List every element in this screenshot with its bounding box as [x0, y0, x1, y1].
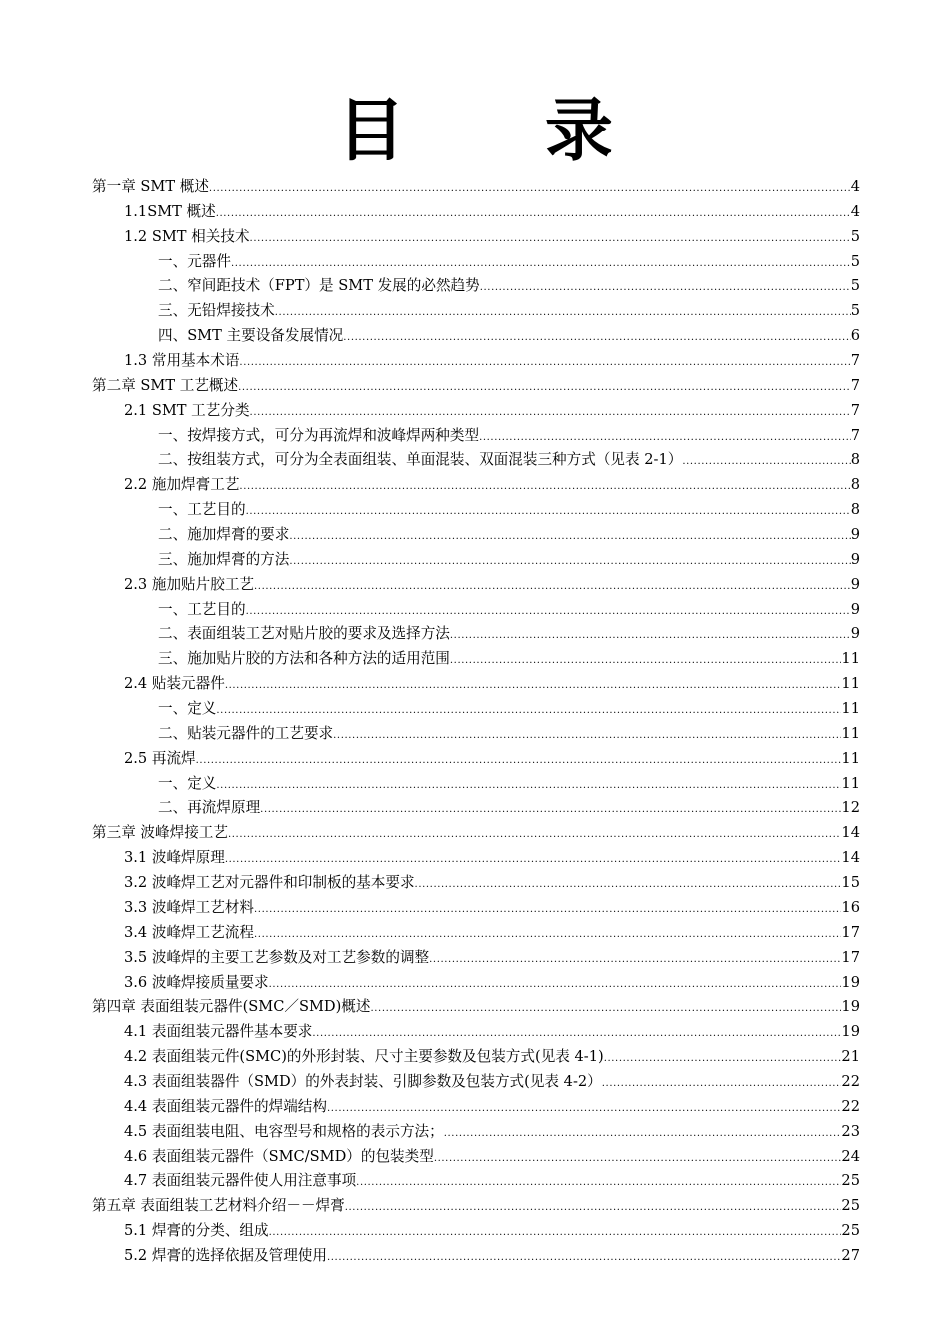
- toc-entry[interactable]: [92, 647, 860, 672]
- toc-entry-text: 4.2 表面组装元件(SMC)的外形封装、尺寸主要参数及包装方式(见表 4-1): [124, 1048, 604, 1066]
- dot-leader: [250, 227, 851, 250]
- dot-leader: [250, 401, 851, 424]
- toc-entry[interactable]: [92, 1145, 860, 1170]
- toc-entry-text: 3.6 波峰焊接质量要求: [124, 973, 269, 991]
- dot-leader: [209, 177, 851, 200]
- toc-page-number: 15: [841, 874, 860, 892]
- toc-entry-text: 1.3 常用基本术语: [124, 352, 240, 370]
- toc-entry[interactable]: [92, 498, 860, 523]
- toc-entry-text: 四、SMT 主要设备发展情况: [158, 327, 344, 345]
- toc-page-number: 12: [841, 799, 860, 817]
- dot-leader: [602, 1072, 842, 1095]
- toc-page-number: 5: [850, 302, 860, 320]
- toc-entry-text: 3.1 波峰焊原理: [124, 849, 225, 867]
- dot-leader: [269, 973, 842, 996]
- toc-page-number: 22: [841, 1097, 860, 1115]
- toc-entry-text: 1.2 SMT 相关技术: [124, 227, 250, 245]
- toc-entry[interactable]: [92, 1169, 860, 1194]
- toc-entry-text: 第二章 SMT 工艺概述: [92, 376, 239, 394]
- toc-entry[interactable]: [92, 399, 860, 424]
- dot-leader: [333, 724, 841, 747]
- toc-entry[interactable]: [92, 796, 860, 821]
- toc-page-number: 7: [850, 352, 860, 370]
- dot-leader: [216, 699, 841, 722]
- toc-page-number: 4: [850, 202, 860, 220]
- toc-entry-text: 4.3 表面组装器件（SMD）的外表封装、引脚参数及包装方式(见表 4-2）: [124, 1072, 602, 1090]
- toc-entry-text: 2.5 再流焊: [124, 749, 196, 767]
- toc-entry[interactable]: [92, 1244, 860, 1269]
- toc-entry-text: 一、按焊接方式，可分为再流焊和波峰焊两种类型: [158, 426, 480, 444]
- dot-leader: [434, 1147, 842, 1170]
- dot-leader: [480, 276, 851, 299]
- toc-entry[interactable]: [92, 772, 860, 797]
- toc-page-number: 14: [841, 849, 860, 867]
- toc-entry-text: 4.1 表面组装元器件基本要求: [124, 1023, 313, 1041]
- toc-entry-text: 2.2 施加焊膏工艺: [124, 476, 240, 494]
- toc-entry[interactable]: [92, 250, 860, 275]
- toc-page-number: 5: [850, 277, 860, 295]
- toc-entry[interactable]: [92, 672, 860, 697]
- toc-entry-text: 3.4 波峰焊工艺流程: [124, 923, 255, 941]
- dot-leader: [312, 1022, 841, 1045]
- toc-entry-text: 4.6 表面组装元器件（SMC/SMD）的包装类型: [124, 1147, 434, 1165]
- toc-entry[interactable]: [92, 921, 860, 946]
- dot-leader: [239, 475, 850, 498]
- dot-leader: [604, 1047, 842, 1070]
- toc-page-number: 9: [850, 625, 860, 643]
- dot-leader: [246, 500, 851, 523]
- dot-leader: [343, 326, 850, 349]
- toc-page-number: 25: [841, 1222, 860, 1240]
- dot-leader: [246, 600, 851, 623]
- toc-entry-text: 第五章 表面组装工艺材料介绍－－焊膏: [92, 1197, 345, 1215]
- toc-entry-text: 3.5 波峰焊的主要工艺参数及对工艺参数的调整: [124, 948, 430, 966]
- toc-entry-text: 二、再流焊原理: [158, 799, 261, 817]
- toc-page-number: 8: [850, 451, 860, 469]
- toc-entry[interactable]: [92, 175, 860, 200]
- toc-entry[interactable]: [92, 622, 860, 647]
- toc-entry[interactable]: [92, 200, 860, 225]
- dot-leader: [254, 575, 851, 598]
- toc-entry-text: 三、施加贴片胶的方法和各种方法的适用范围: [158, 650, 450, 668]
- dot-leader: [450, 624, 851, 647]
- toc-page-number: 22: [841, 1072, 860, 1090]
- toc-page-number: 9: [850, 526, 860, 544]
- toc-page-number: 17: [841, 948, 860, 966]
- dot-leader: [269, 1221, 842, 1244]
- toc-entry[interactable]: [92, 374, 860, 399]
- toc-entry[interactable]: [92, 846, 860, 871]
- toc-entry-text: 一、工艺目的: [158, 600, 246, 618]
- toc-entry[interactable]: [92, 473, 860, 498]
- dot-leader: [479, 426, 851, 449]
- toc-page-number: 25: [841, 1172, 860, 1190]
- toc-entry[interactable]: [92, 1070, 860, 1095]
- dot-leader: [429, 948, 841, 971]
- toc-entry[interactable]: [92, 573, 860, 598]
- toc-entry[interactable]: [92, 995, 860, 1020]
- toc-entry-text: 2.3 施加贴片胶工艺: [124, 575, 255, 593]
- dot-leader: [238, 376, 851, 399]
- toc-entry[interactable]: [92, 1120, 860, 1145]
- toc-page-number: 21: [841, 1048, 860, 1066]
- toc-entry[interactable]: [92, 225, 860, 250]
- page-title: 目 录: [337, 92, 671, 171]
- toc-page-number: 11: [841, 675, 860, 693]
- toc-page-number: 7: [850, 376, 860, 394]
- toc-entry-text: 第四章 表面组装元器件(SMC／SMD)概述: [92, 998, 371, 1016]
- toc-page-number: 5: [850, 227, 860, 245]
- dot-leader: [327, 1246, 841, 1269]
- dot-leader: [289, 525, 850, 548]
- table-of-contents: [92, 175, 860, 1269]
- toc-entry[interactable]: [92, 324, 860, 349]
- toc-entry-text: 2.4 贴装元器件: [124, 675, 225, 693]
- dot-leader: [228, 823, 841, 846]
- toc-page-number: 17: [841, 923, 860, 941]
- dot-leader: [239, 351, 850, 374]
- toc-entry[interactable]: [92, 971, 860, 996]
- toc-page-number: 8: [850, 476, 860, 494]
- toc-page-number: 11: [841, 724, 860, 742]
- toc-entry-text: 2.1 SMT 工艺分类: [124, 401, 250, 419]
- toc-page-number: 11: [841, 774, 860, 792]
- toc-page-number: 9: [850, 600, 860, 618]
- toc-page-number: 8: [850, 501, 860, 519]
- toc-entry[interactable]: [92, 424, 860, 449]
- toc-page-number: 11: [841, 700, 860, 718]
- toc-entry-text: 二、表面组装工艺对贴片胶的要求及选择方法: [158, 625, 450, 643]
- toc-entry-text: 1.1SMT 概述: [124, 202, 216, 220]
- dot-leader: [216, 774, 841, 797]
- toc-entry-text: 二、窄间距技术（FPT）是 SMT 发展的必然趋势: [158, 277, 480, 295]
- toc-entry[interactable]: [92, 349, 860, 374]
- toc-page-number: 19: [841, 973, 860, 991]
- toc-entry[interactable]: [92, 1219, 860, 1244]
- dot-leader: [289, 550, 850, 573]
- dot-leader: [216, 202, 851, 225]
- toc-entry-text: 5.1 焊膏的分类、组成: [124, 1222, 269, 1240]
- toc-page-number: 6: [850, 327, 860, 345]
- toc-page-number: 24: [841, 1147, 860, 1165]
- toc-entry-text: 一、元器件: [158, 252, 231, 270]
- toc-entry[interactable]: [92, 598, 860, 623]
- toc-entry[interactable]: [92, 946, 860, 971]
- toc-entry[interactable]: [92, 697, 860, 722]
- toc-entry-text: 二、贴装元器件的工艺要求: [158, 724, 334, 742]
- toc-entry-text: 第一章 SMT 概述: [92, 178, 209, 195]
- dot-leader: [415, 873, 842, 896]
- toc-page-number: 7: [850, 401, 860, 419]
- dot-leader: [356, 1171, 841, 1194]
- dot-leader: [275, 301, 851, 324]
- toc-entry-text: 3.3 波峰焊工艺材料: [124, 898, 255, 916]
- toc-page-number: 23: [841, 1122, 860, 1140]
- dot-leader: [225, 848, 842, 871]
- toc-entry[interactable]: [92, 1194, 860, 1219]
- toc-entry[interactable]: [92, 448, 860, 473]
- toc-entry-text: 第三章 波峰焊接工艺: [92, 824, 228, 842]
- toc-entry[interactable]: [92, 548, 860, 573]
- toc-page-number: 14: [841, 824, 860, 842]
- dot-leader: [682, 450, 850, 473]
- toc-entry[interactable]: [92, 821, 860, 846]
- toc-entry-text: 4.7 表面组装元器件使人用注意事项: [124, 1172, 357, 1190]
- toc-entry-text: 二、施加焊膏的要求: [158, 526, 290, 544]
- toc-page-number: 19: [841, 998, 860, 1016]
- dot-leader: [450, 649, 842, 672]
- toc-entry[interactable]: [92, 1045, 860, 1070]
- dot-leader: [260, 798, 841, 821]
- toc-page-number: 9: [850, 575, 860, 593]
- toc-entry[interactable]: [92, 722, 860, 747]
- toc-entry-text: 三、无铅焊接技术: [158, 302, 275, 320]
- dot-leader: [345, 1196, 842, 1219]
- toc-page-number: 4: [850, 178, 860, 195]
- dot-leader: [254, 898, 841, 921]
- toc-entry-text: 一、定义: [158, 700, 217, 718]
- toc-entry[interactable]: [92, 523, 860, 548]
- toc-entry-text: 三、施加焊膏的方法: [158, 550, 290, 568]
- toc-page-number: 16: [841, 898, 860, 916]
- toc-entry-text: 4.5 表面组装电阻、电容型号和规格的表示方法；: [124, 1122, 444, 1140]
- dot-leader: [327, 1097, 841, 1120]
- toc-page-number: 7: [850, 426, 860, 444]
- dot-leader: [444, 1122, 842, 1145]
- toc-entry-text: 一、定义: [158, 774, 217, 792]
- toc-entry-text: 3.2 波峰焊工艺对元器件和印制板的基本要求: [124, 874, 415, 892]
- toc-page-number: 5: [850, 252, 860, 270]
- dot-leader: [225, 674, 842, 697]
- toc-entry-text: 一、工艺目的: [158, 501, 246, 519]
- toc-entry[interactable]: [92, 274, 860, 299]
- toc-page-number: 11: [841, 650, 860, 668]
- toc-page-number: 25: [841, 1197, 860, 1215]
- dot-leader: [196, 749, 842, 772]
- toc-entry[interactable]: [92, 896, 860, 921]
- dot-leader: [231, 252, 851, 275]
- toc-entry[interactable]: [92, 299, 860, 324]
- toc-entry-text: 二、按组装方式，可分为全表面组装、单面混装、双面混装三种方式（见表 2-1）: [158, 451, 683, 469]
- dot-leader: [371, 997, 842, 1020]
- toc-entry[interactable]: [92, 871, 860, 896]
- toc-page-number: 11: [841, 749, 860, 767]
- toc-entry-text: 4.4 表面组装元器件的焊端结构: [124, 1097, 327, 1115]
- toc-entry-text: 5.2 焊膏的选择依据及管理使用: [124, 1246, 327, 1264]
- toc-page-number: 27: [841, 1246, 860, 1264]
- toc-entry[interactable]: [92, 747, 860, 772]
- toc-page-number: 19: [841, 1023, 860, 1041]
- dot-leader: [254, 923, 841, 946]
- toc-page-number: 9: [850, 550, 860, 568]
- toc-entry[interactable]: [92, 1020, 860, 1045]
- toc-entry[interactable]: [92, 1095, 860, 1120]
